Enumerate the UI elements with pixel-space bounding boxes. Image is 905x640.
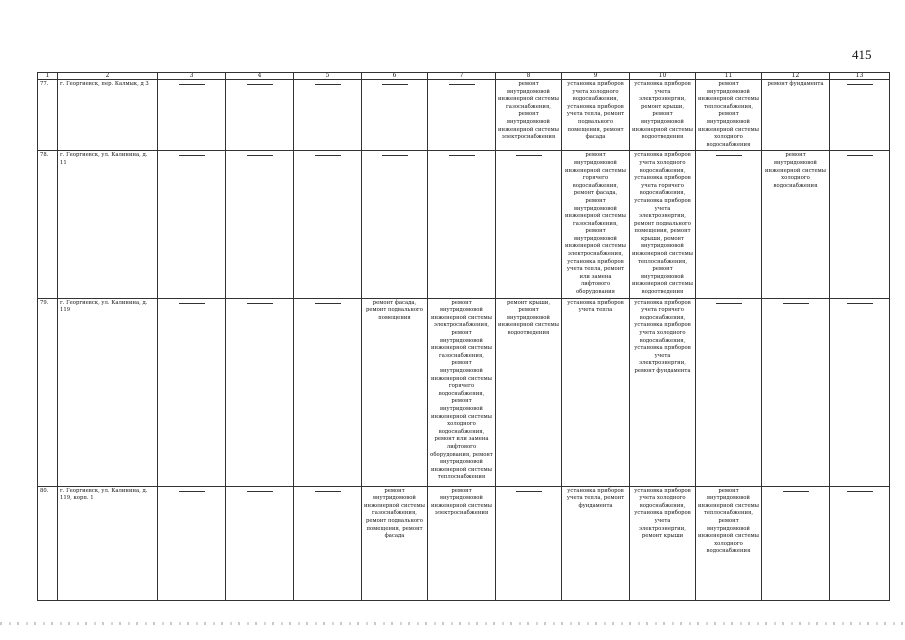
dash-mark — [516, 491, 542, 492]
dash-mark — [179, 303, 205, 304]
work-cell: ремонт внутридомовой инженерной системы горячего водоснабжения, ремонт фасада, ремонт внутридомовой инженерной системы газоснабжения, ремонт внутридомовой инженерной системы электроснабжения, установка приборов учета тепла, ремонт или замена лифтового оборудования — [562, 151, 630, 298]
address-cell: г. Георгиевск, ул. Калинина, д. 119 — [58, 298, 158, 486]
table-row — [38, 486, 890, 600]
dash-mark — [847, 303, 873, 304]
work-cell: ремонт фундамента — [762, 80, 830, 151]
col-header: 3 — [158, 73, 226, 80]
dash-mark — [783, 491, 809, 492]
empty-cell — [362, 151, 428, 298]
empty-cell — [226, 486, 294, 600]
dash-mark — [179, 155, 205, 156]
work-cell: ремонт внутридомовой инженерной системы теплоснабжения, ремонт внутридомовой инженерной системы холодного водоснабжения — [696, 80, 762, 151]
register-table — [37, 72, 890, 601]
scan-edge-artifact — [0, 622, 905, 625]
work-cell: ремонт внутридомовой инженерной системы теплоснабжения, ремонт внутридомовой инженерной системы холодного водоснабжения — [696, 486, 762, 600]
dash-mark — [382, 84, 408, 85]
empty-cell — [830, 151, 890, 298]
dash-mark — [247, 84, 273, 85]
empty-cell — [496, 486, 562, 600]
empty-cell — [496, 151, 562, 298]
row-number: 80. — [38, 486, 58, 600]
empty-cell — [762, 298, 830, 486]
address-cell: г. Георгиевск, ул. Калинина, д. 11 — [58, 151, 158, 298]
dash-mark — [247, 303, 273, 304]
column-number-row — [38, 73, 890, 80]
dash-mark — [315, 84, 341, 85]
page-number: 415 — [852, 47, 872, 62]
col-header: 6 — [362, 73, 428, 80]
work-cell: установка приборов учета холодного водоснабжения, установка приборов учета электроэнергии, ремонт крыши — [630, 486, 696, 600]
empty-cell — [428, 151, 496, 298]
dash-mark — [179, 491, 205, 492]
empty-cell — [226, 80, 294, 151]
dash-mark — [847, 155, 873, 156]
empty-cell — [226, 151, 294, 298]
row-number: 79. — [38, 298, 58, 486]
work-cell: установка приборов учета тепла, ремонт фундамента — [562, 486, 630, 600]
empty-cell — [294, 298, 362, 486]
work-cell: установка приборов учета холодного водоснабжения, установка приборов учета горячего водоснабжения, установка приборов учета электроэнергии, ремонт подвального помещения, ремонт крыши, ремонт внутридомовой инженерной системы теплоснабжения, ремонт внутридомовой инженерной системы водоотведения — [630, 151, 696, 298]
col-header: 8 — [496, 73, 562, 80]
empty-cell — [158, 486, 226, 600]
col-header: 4 — [226, 73, 294, 80]
work-cell: ремонт внутридомовой инженерной системы электроснабжения — [428, 486, 496, 600]
dash-mark — [783, 303, 809, 304]
dash-mark — [247, 491, 273, 492]
dash-mark — [315, 155, 341, 156]
work-cell: установка приборов учета горячего водоснабжения, установка приборов учета холодного водоснабжения, установка приборов учета электроэнергии, ремонт фундамента — [630, 298, 696, 486]
empty-cell — [294, 151, 362, 298]
empty-cell — [696, 151, 762, 298]
dash-mark — [716, 303, 742, 304]
col-header: 5 — [294, 73, 362, 80]
table-row — [38, 151, 890, 298]
empty-cell — [294, 486, 362, 600]
dash-mark — [449, 155, 475, 156]
work-cell: ремонт крыши, ремонт внутридомовой инженерной системы водоотведения — [496, 298, 562, 486]
col-header: 1 — [38, 73, 58, 80]
empty-cell — [830, 298, 890, 486]
dash-mark — [315, 303, 341, 304]
empty-cell — [158, 151, 226, 298]
work-cell: ремонт фасада, ремонт подвального помещения — [362, 298, 428, 486]
col-header: 2 — [58, 73, 158, 80]
dash-mark — [179, 84, 205, 85]
table-row — [38, 80, 890, 151]
col-header: 9 — [562, 73, 630, 80]
address-cell: г. Георгиевск, пер. Калмык, д 3 — [58, 80, 158, 151]
row-number: 77. — [38, 80, 58, 151]
empty-cell — [158, 298, 226, 486]
dash-mark — [847, 84, 873, 85]
empty-cell — [294, 80, 362, 151]
work-cell: ремонт внутридомовой инженерной системы газоснабжения, ремонт подвального помещения, ремонт фасада — [362, 486, 428, 600]
empty-cell — [696, 298, 762, 486]
empty-cell — [762, 486, 830, 600]
table-row — [38, 298, 890, 486]
col-header: 13 — [830, 73, 890, 80]
empty-cell — [226, 298, 294, 486]
empty-cell — [362, 80, 428, 151]
address-cell: г. Георгиевск, ул. Калинина, д. 119, корп. 1 — [58, 486, 158, 600]
col-header: 7 — [428, 73, 496, 80]
work-cell: ремонт внутридомовой инженерной системы холодного водоснабжения — [762, 151, 830, 298]
empty-cell — [830, 486, 890, 600]
dash-mark — [847, 491, 873, 492]
empty-cell — [158, 80, 226, 151]
empty-cell — [428, 80, 496, 151]
dash-mark — [516, 155, 542, 156]
dash-mark — [382, 155, 408, 156]
col-header: 11 — [696, 73, 762, 80]
dash-mark — [449, 84, 475, 85]
work-cell: ремонт внутридомовой инженерной системы электроснабжения, ремонт внутридомовой инженерной системы газоснабжения, ремонт внутридомовой инженерной системы горячего водоснабжения, ремонт внутридомовой инженерной системы холодного водоснабжения, ремонт или замена лифтового оборудования, ремонт внутридомовой инженерной системы теплоснабжения — [428, 298, 496, 486]
row-number: 78. — [38, 151, 58, 298]
work-cell: установка приборов учета тепла — [562, 298, 630, 486]
work-cell: установка приборов учета электроэнергии, ремонт крыши, ремонт внутридомовой инженерной системы водоотведения — [630, 80, 696, 151]
dash-mark — [247, 155, 273, 156]
empty-cell — [830, 80, 890, 151]
dash-mark — [315, 491, 341, 492]
work-cell: установка приборов учета холодного водоснабжения, установка приборов учета тепла, ремонт подвального помещения, ремонт фасада — [562, 80, 630, 151]
work-cell: ремонт внутридомовой инженерной системы газоснабжения, ремонт внутридомовой инженерной системы электроснабжения — [496, 80, 562, 151]
col-header: 12 — [762, 73, 830, 80]
col-header: 10 — [630, 73, 696, 80]
dash-mark — [716, 155, 742, 156]
